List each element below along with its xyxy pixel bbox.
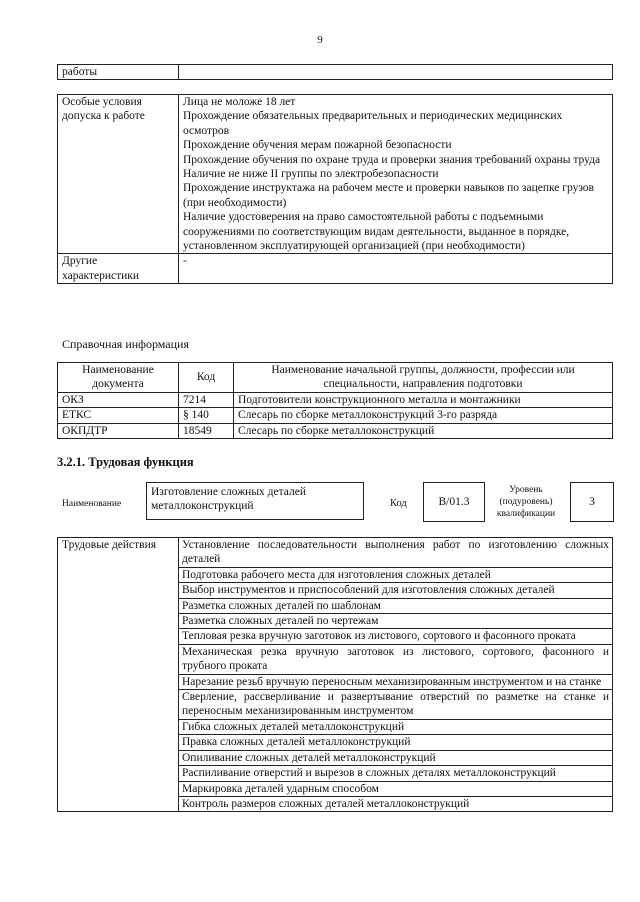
prev-value (179, 65, 613, 80)
action-item: Разметка сложных деталей по шаблонам (179, 598, 613, 613)
action-item: Механическая резка вручную заготовок из листового, сортового, фасонного и трубного проката (179, 644, 613, 674)
action-item: Контроль размеров сложных деталей металлоконструкций (179, 796, 613, 811)
ref-cell: 18549 (179, 423, 234, 438)
condition-item: Прохождение обучения мерам пожарной безопасности (183, 139, 452, 152)
ref-header-doc: Наименование документа (58, 363, 179, 393)
action-item: Установление последовательности выполнения работ по изготовлению сложных деталей (179, 538, 613, 568)
previous-table-tail (57, 64, 613, 80)
page-number: 9 (317, 34, 323, 46)
action-item: Распиливание отверстий и вырезов в сложных деталях металлоконструкций (179, 766, 613, 781)
conditions-list (179, 95, 613, 254)
ref-cell: § 140 (179, 408, 234, 423)
ref-header-code: Код (179, 363, 234, 393)
action-item: Подготовка рабочего места для изготовления сложных деталей (179, 567, 613, 582)
ref-cell: ЕТКС (58, 408, 179, 423)
condition-item: Прохождение обучения по охране труда и проверки знания требований охраны труда (183, 153, 601, 166)
prev-label: работы (58, 65, 179, 80)
action-item: Маркировка деталей ударным способом (179, 781, 613, 796)
function-level-box: 3 (570, 482, 614, 522)
other-value: - (179, 254, 613, 284)
action-item: Разметка сложных деталей по чертежам (179, 614, 613, 629)
function-code-box: B/01.3 (423, 482, 485, 522)
reference-table (57, 362, 613, 439)
actions-label: Трудовые действия (58, 538, 179, 812)
ref-cell: 7214 (179, 392, 234, 407)
name-label: Наименование (62, 499, 122, 509)
action-item: Гибка сложных деталей металлоконструкций (179, 719, 613, 734)
ref-cell: ОКЗ (58, 392, 179, 407)
level-label: Уровень (подуровень) квалификации (496, 485, 556, 519)
ref-cell: Слесарь по сборке металлоконструкций (234, 423, 613, 438)
function-name-box: Изготовление сложных деталей металлоконструкций (146, 482, 364, 520)
action-item: Тепловая резка вручную заготовок из листового, сортового и фасонного проката (179, 629, 613, 644)
reference-title: Справочная информация (62, 337, 189, 351)
table-row (58, 423, 613, 438)
ref-header-name: Наименование начальной группы, должности, профессии или специальности, направления подготовки (234, 363, 613, 393)
other-label: Другие характеристики (58, 254, 179, 284)
condition-item: Прохождение инструктажа на рабочем месте и проверки навыков по зацепке грузов (при необходимости) (183, 182, 594, 209)
condition-item: Прохождение обязательных предварительных и периодических медицинских осмотров (183, 110, 563, 137)
action-item: Выбор инструментов и приспособлений для изготовления сложных деталей (179, 583, 613, 598)
table-row (58, 392, 613, 407)
action-item: Нарезание резьб вручную переносным механизированным инструментом и на станке (179, 674, 613, 689)
conditions-table (57, 94, 613, 284)
section-title: 3.2.1. Трудовая функция (57, 455, 194, 469)
code-label: Код (390, 498, 407, 509)
table-row (58, 408, 613, 423)
condition-item: Наличие удостоверения на право самостоятельной работы с подъемными сооружениями по соответствующим видам деятельности, выданное в порядке, установленном эксплуатирующей организацией (при необходимости) (183, 211, 570, 253)
condition-item: Наличие не ниже II группы по электробезопасности (183, 168, 439, 181)
ref-cell: Подготовители конструкционного металла и монтажники (234, 392, 613, 407)
action-item: Опиливание сложных деталей металлоконструкций (179, 750, 613, 765)
ref-cell: Слесарь по сборке металлоконструкций 3-го разряда (234, 408, 613, 423)
conditions-label: Особые условия допуска к работе (58, 95, 179, 254)
action-item: Правка сложных деталей металлоконструкций (179, 735, 613, 750)
ref-cell: ОКПДТР (58, 423, 179, 438)
condition-item: Лица не моложе 18 лет (183, 96, 296, 108)
action-item: Сверление, рассверливание и развертывание отверстий по разметке на станке и переносным механизированным инструментом (179, 690, 613, 720)
actions-table (57, 537, 613, 812)
